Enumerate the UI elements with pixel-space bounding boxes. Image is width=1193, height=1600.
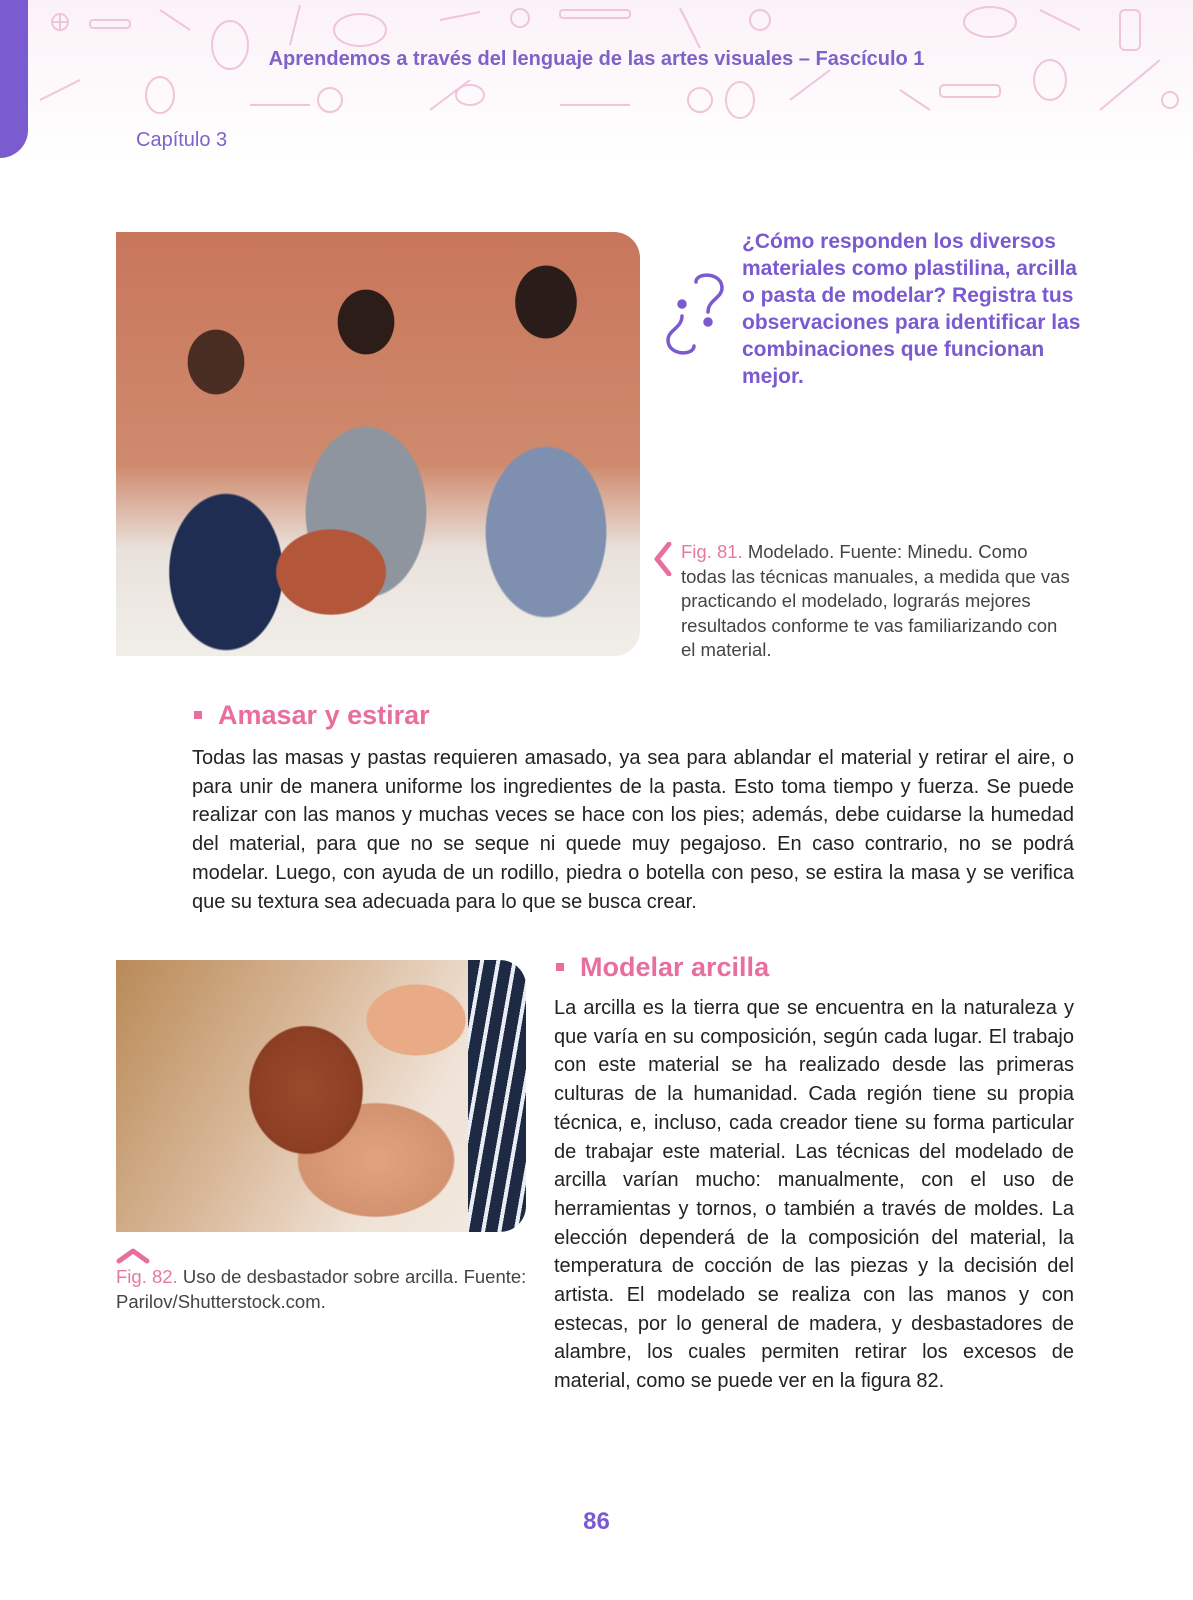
question-marks-icon [666,266,728,358]
caret-left-icon [654,542,672,576]
section-title-modelar [556,952,769,983]
figure-81-caption [681,540,1076,663]
chapter-label: Capítulo 3 [136,129,228,151]
figure-81-label: Fig. 81. [681,541,743,562]
figure-82-caption-text: Uso de desbastador sobre arcilla. Fuente: Parilov/Shutterstock.com. [116,1266,527,1312]
figure-81-photo [116,232,640,656]
section-title-amasar [194,700,430,731]
reflection-question: ¿Cómo responden los diversos materiales como plastilina, arcilla o pasta de modelar? Registra tus observaciones para identificar las combinaciones que funcionan mejor. [742,230,1081,388]
section-title-amasar-text: Amasar y estirar [218,700,430,730]
page-header-title: Aprendemos a través del lenguaje de las artes visuales – Fascículo 1 [268,48,925,70]
section-amasar-body: Todas las masas y pastas requieren amasado, ya sea para ablandar el material y retirar el aire, o para unir de manera uniforme los ingredientes de la pasta. Esto toma tiempo y fuerza. Se puede realizar con las manos y muchas veces se hace con los pies; además, debe cuidarse la humedad del material, para que no se seque ni quede muy pegajoso. En caso contrario, no se podrá modelar. Luego, con ayuda de un rodillo, piedra o botella con peso, se estira la masa y se verifica que su textura sea adecuada para lo que se busca crear. [192,747,1074,913]
figure-81-caption-text: Modelado. Fuente: Minedu. Como todas las técnicas manuales, a medida que vas practicando el modelado, lograrás mejores resultados conforme te vas familiarizando con el material. [681,541,1070,660]
section-modelar-body: La arcilla es la tierra que se encuentra en la naturaleza y que varía en su composición, según cada lugar. El trabajo con este material se ha realizado desde las primeras culturas de la humanidad. Cada región tiene su propia técnica, e, incluso, cada creador tiene su forma particular de trabajar este material. Las técnicas del modelado de arcilla varían mucho: manualmente, con el uso de herramientas y tornos, o también a través de moldes. La elección dependerá de la composición del material, la temperatura de cocción de las piezas y la decisión del artista. El modelado se realiza con las manos y con estecas, por lo general de madera, y desbastadores de alambre, los cuales permiten retirar los excesos de material, como se puede ver en la figura 82. [554,997,1074,1393]
page-number: 86 [583,1508,610,1535]
figure-82-caption [116,1264,536,1314]
section-bullet [556,963,564,971]
section-bullet [194,711,202,719]
caret-up-icon [116,1248,150,1264]
figure-82-label: Fig. 82. [116,1266,178,1287]
figure-82-photo [116,960,526,1232]
section-title-modelar-text: Modelar arcilla [580,952,770,982]
side-tab [0,0,28,158]
